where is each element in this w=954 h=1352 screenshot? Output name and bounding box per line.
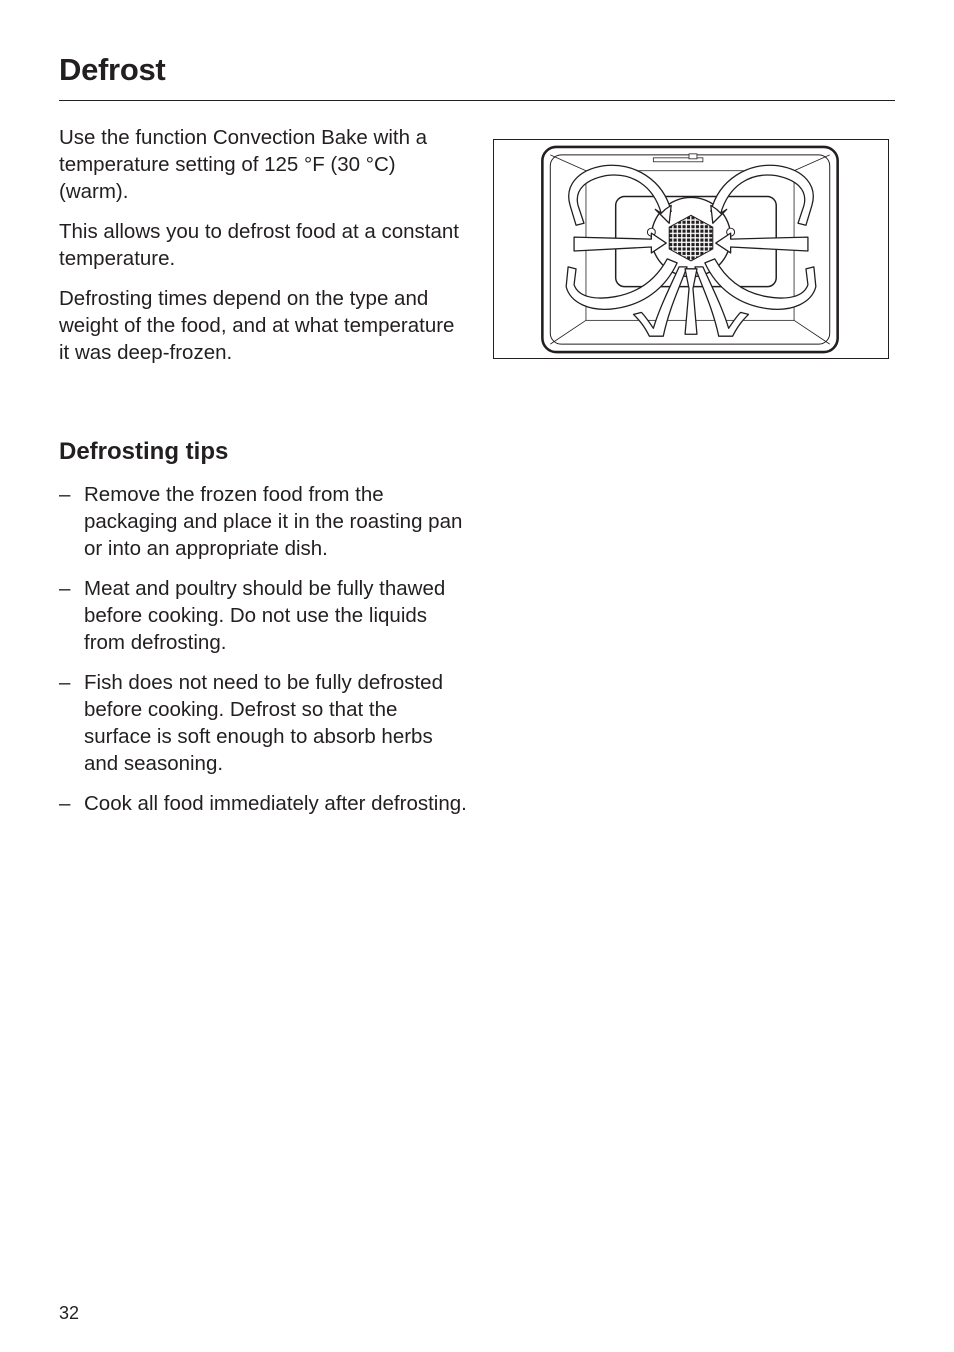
list-bullet: –	[59, 792, 71, 815]
list-item-text: Cook all food immediately after defrosting.	[84, 792, 467, 815]
list-bullet: –	[59, 577, 71, 600]
list-bullet: –	[59, 483, 71, 506]
list-item	[59, 481, 469, 562]
intro-text	[59, 124, 464, 379]
intro-paragraph-function: Use the function Convection Bake with a temperature setting of 125 °F (30 °C) (warm).	[59, 126, 428, 203]
title-divider	[59, 100, 895, 101]
intro-paragraph-defrosting-times: Defrosting times depend on the type and weight of the food, and at what temperature it was deep-frozen.	[59, 287, 455, 364]
list-item-text: Fish does not need to be fully defrosted before cooking. Defrost so that the surface is soft enough to absorb herbs and seasoning.	[84, 671, 443, 775]
page-title: Defrost	[59, 52, 166, 87]
defrosting-tips-heading: Defrosting tips	[59, 438, 229, 465]
list-bullet: –	[59, 671, 71, 694]
list-item-text: Remove the frozen food from the packaging and place it in the roasting pan or into an appropriate dish.	[84, 483, 463, 560]
page-number: 32	[59, 1303, 80, 1323]
intro-paragraph-constant-temperature: This allows you to defrost food at a constant temperature.	[59, 220, 459, 270]
list-item-text: Meat and poultry should be fully thawed before cooking. Do not use the liquids from defrosting.	[84, 577, 446, 654]
oven-airflow-illustration	[493, 139, 889, 359]
list-item	[59, 669, 469, 777]
defrosting-tips-list	[59, 481, 469, 830]
list-item	[59, 575, 469, 656]
list-item	[59, 790, 469, 817]
oven-fan-airflow-icon	[494, 140, 888, 358]
